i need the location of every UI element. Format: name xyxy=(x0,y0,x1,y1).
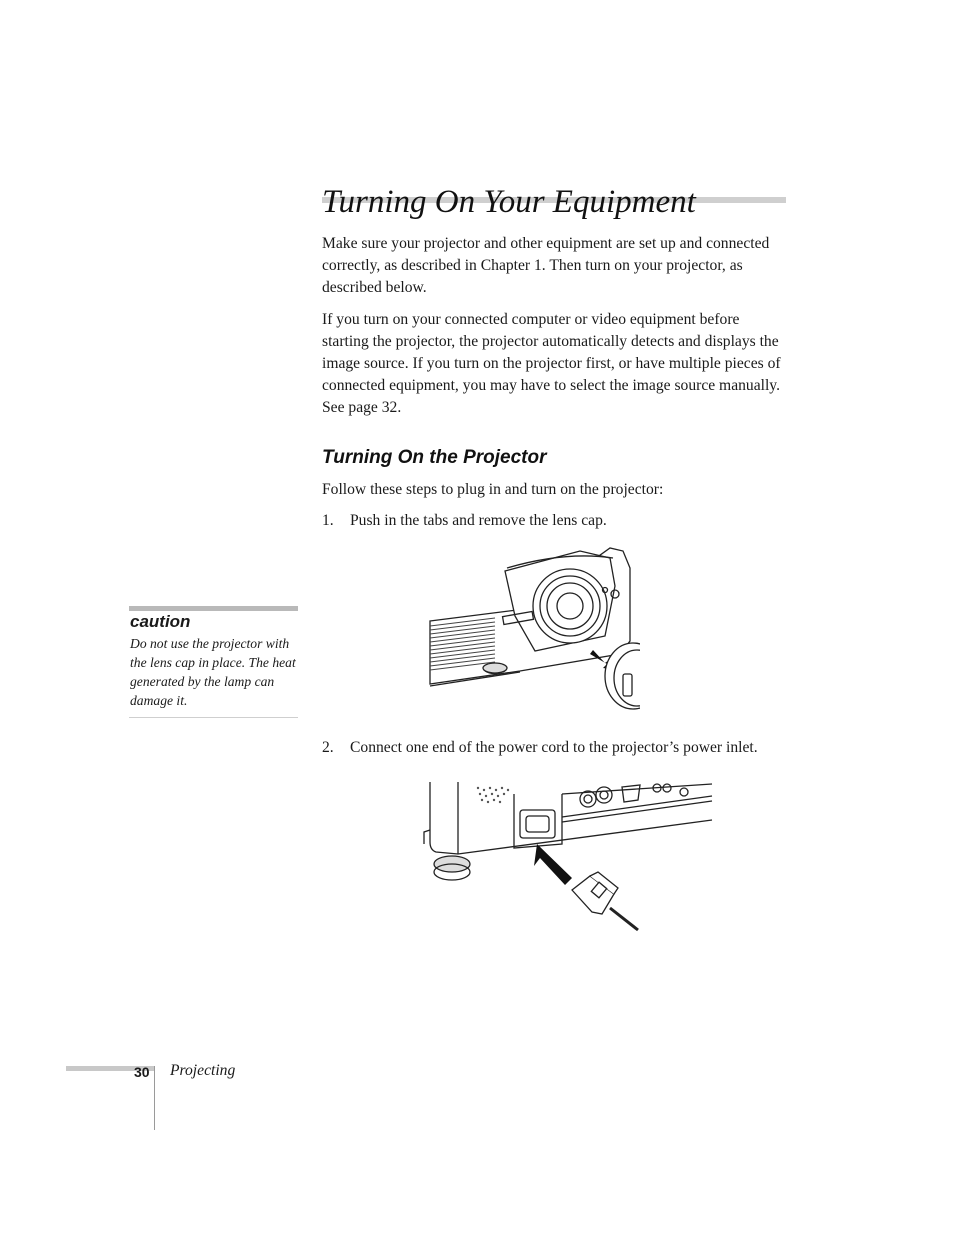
step-2-text: Connect one end of the power cord to the projector’s power inlet. xyxy=(350,739,758,756)
intro-paragraph-2: If you turn on your connected computer or video equipment before starting the projector, the projector automatically detects and displays the image source. If you turn on the projector first, or have multiple pieces of connected equipment, you may have to select the image source manually. See page 32. xyxy=(322,311,781,416)
step-1-text: Push in the tabs and remove the lens cap. xyxy=(350,512,607,529)
step-2 xyxy=(322,737,758,759)
arrow-icon xyxy=(534,844,572,885)
lens-cap-illustration xyxy=(425,546,640,716)
intro-paragraph-1: Make sure your projector and other equipment are set up and connected correctly, as described in Chapter 1. Then turn on your projector, as described below. xyxy=(322,235,770,296)
caution-text: Do not use the projector with the lens cap in place. The heat generated by the lamp can damage it. xyxy=(130,636,296,708)
footer-divider xyxy=(154,1066,155,1130)
section-lead: Follow these steps to plug in and turn on the projector: xyxy=(322,481,664,498)
footer-section-name: Projecting xyxy=(170,1062,236,1079)
step-1 xyxy=(322,510,607,532)
caution-rule xyxy=(129,606,298,611)
step-1-number: 1. xyxy=(322,512,334,529)
caution-heading: caution xyxy=(130,612,191,631)
page-title: Turning On Your Equipment xyxy=(322,184,696,220)
power-cord-illustration xyxy=(422,782,714,934)
caution-bottom-rule xyxy=(129,717,298,718)
section-heading: Turning On the Projector xyxy=(322,447,547,468)
step-2-number: 2. xyxy=(322,739,334,756)
page-number: 30 xyxy=(134,1064,150,1080)
